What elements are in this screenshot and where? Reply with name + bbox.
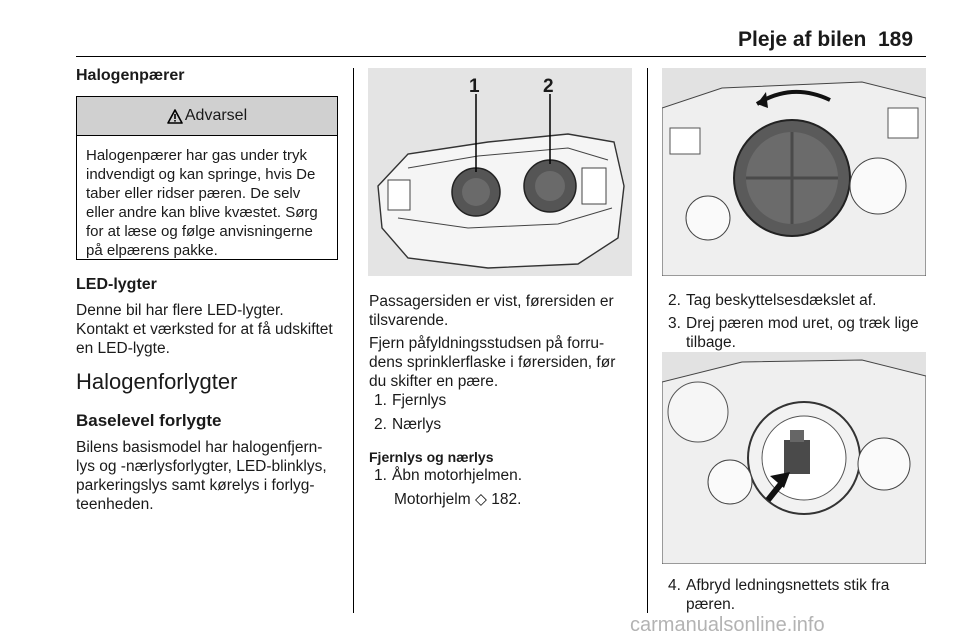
warning-header bbox=[77, 97, 337, 136]
warning-line: eller andre kan blive kvæstet. Sørg bbox=[86, 204, 318, 221]
step-2: 2. Tag beskyttelsesdækslet af. bbox=[668, 292, 877, 309]
figure-label-2: 2 bbox=[543, 76, 554, 97]
text-line: Bilens basismodel har halogenfjern- bbox=[76, 439, 323, 456]
reference-arrow-icon: ◇ bbox=[474, 491, 487, 508]
baselevel-heading: Baselevel forlygte bbox=[76, 411, 222, 430]
headlamp-heading: Halogenforlygter bbox=[76, 369, 238, 394]
step-3: 3. Drej pæren mod uret, og træk lige tilbage. bbox=[668, 315, 919, 351]
text-line: Kontakt et værksted for at få udskiftet bbox=[76, 321, 333, 338]
figure-label-1: 1 bbox=[469, 76, 480, 97]
watermark: carmanualsonline.info bbox=[630, 614, 825, 636]
warning-line: taber eller ridser pæren. De selv bbox=[86, 185, 301, 202]
legend-item: 2. Nærlys bbox=[374, 416, 442, 433]
text-line: lys og -nærlysforlygter, LED-blinklys, bbox=[76, 458, 327, 475]
washer-paragraph bbox=[369, 334, 615, 391]
header-rule bbox=[76, 56, 926, 57]
text-line: teenheden. bbox=[76, 496, 154, 513]
figure-caption bbox=[369, 292, 614, 330]
led-paragraph bbox=[76, 301, 333, 358]
column-divider-2 bbox=[647, 68, 648, 613]
led-heading: LED-lygter bbox=[76, 276, 157, 293]
step-1: 1. Åbn motorhjelmen. bbox=[374, 467, 523, 484]
text-line: du skifter en pære. bbox=[369, 373, 499, 390]
warning-line: Halogenpærer har gas under tryk bbox=[86, 147, 307, 164]
warning-line: indvendigt og kan springe, hvis De bbox=[86, 166, 316, 183]
legend-item: 1. Fjernlys bbox=[374, 392, 447, 409]
warning-title: Advarsel bbox=[184, 107, 248, 124]
text-line: Denne bil har flere LED-lygter. bbox=[76, 302, 284, 319]
text-line: Fjern påfyldningsstudsen på forru- bbox=[369, 335, 605, 352]
warning-box bbox=[76, 96, 338, 260]
step-4: 4. Afbryd ledningsnettets stik fra pæren. bbox=[668, 577, 890, 613]
headlamp-rear-illustration bbox=[368, 68, 632, 276]
warning-text bbox=[77, 136, 337, 270]
section-title: Halogenpærer bbox=[76, 67, 185, 84]
column-divider-1 bbox=[353, 68, 354, 613]
text-line: dens sprinklerflaske i førersiden, før bbox=[369, 354, 616, 371]
warning-line: på elpærens pakke. bbox=[86, 242, 218, 259]
warning-triangle-icon bbox=[167, 109, 183, 124]
baselevel-paragraph bbox=[76, 438, 327, 514]
text-line: Passagersiden er vist, førersiden er bbox=[369, 293, 614, 310]
text-line: en LED-lygte. bbox=[76, 340, 170, 357]
bulb-connector-illustration bbox=[662, 352, 926, 564]
procedure-heading: Fjernlys og nærlys bbox=[369, 449, 494, 465]
page-header-title: Pleje af bilen bbox=[738, 28, 867, 51]
text-line: parkeringslys samt kørelys i forlyg- bbox=[76, 477, 315, 494]
text-line: tilsvarende. bbox=[369, 312, 449, 329]
warning-line: for at læse og følge anvisningerne bbox=[86, 223, 313, 240]
page-number: 189 bbox=[878, 28, 914, 51]
cover-removal-illustration bbox=[662, 68, 926, 276]
page-reference: Motorhjelm ◇ 182. bbox=[394, 491, 522, 508]
